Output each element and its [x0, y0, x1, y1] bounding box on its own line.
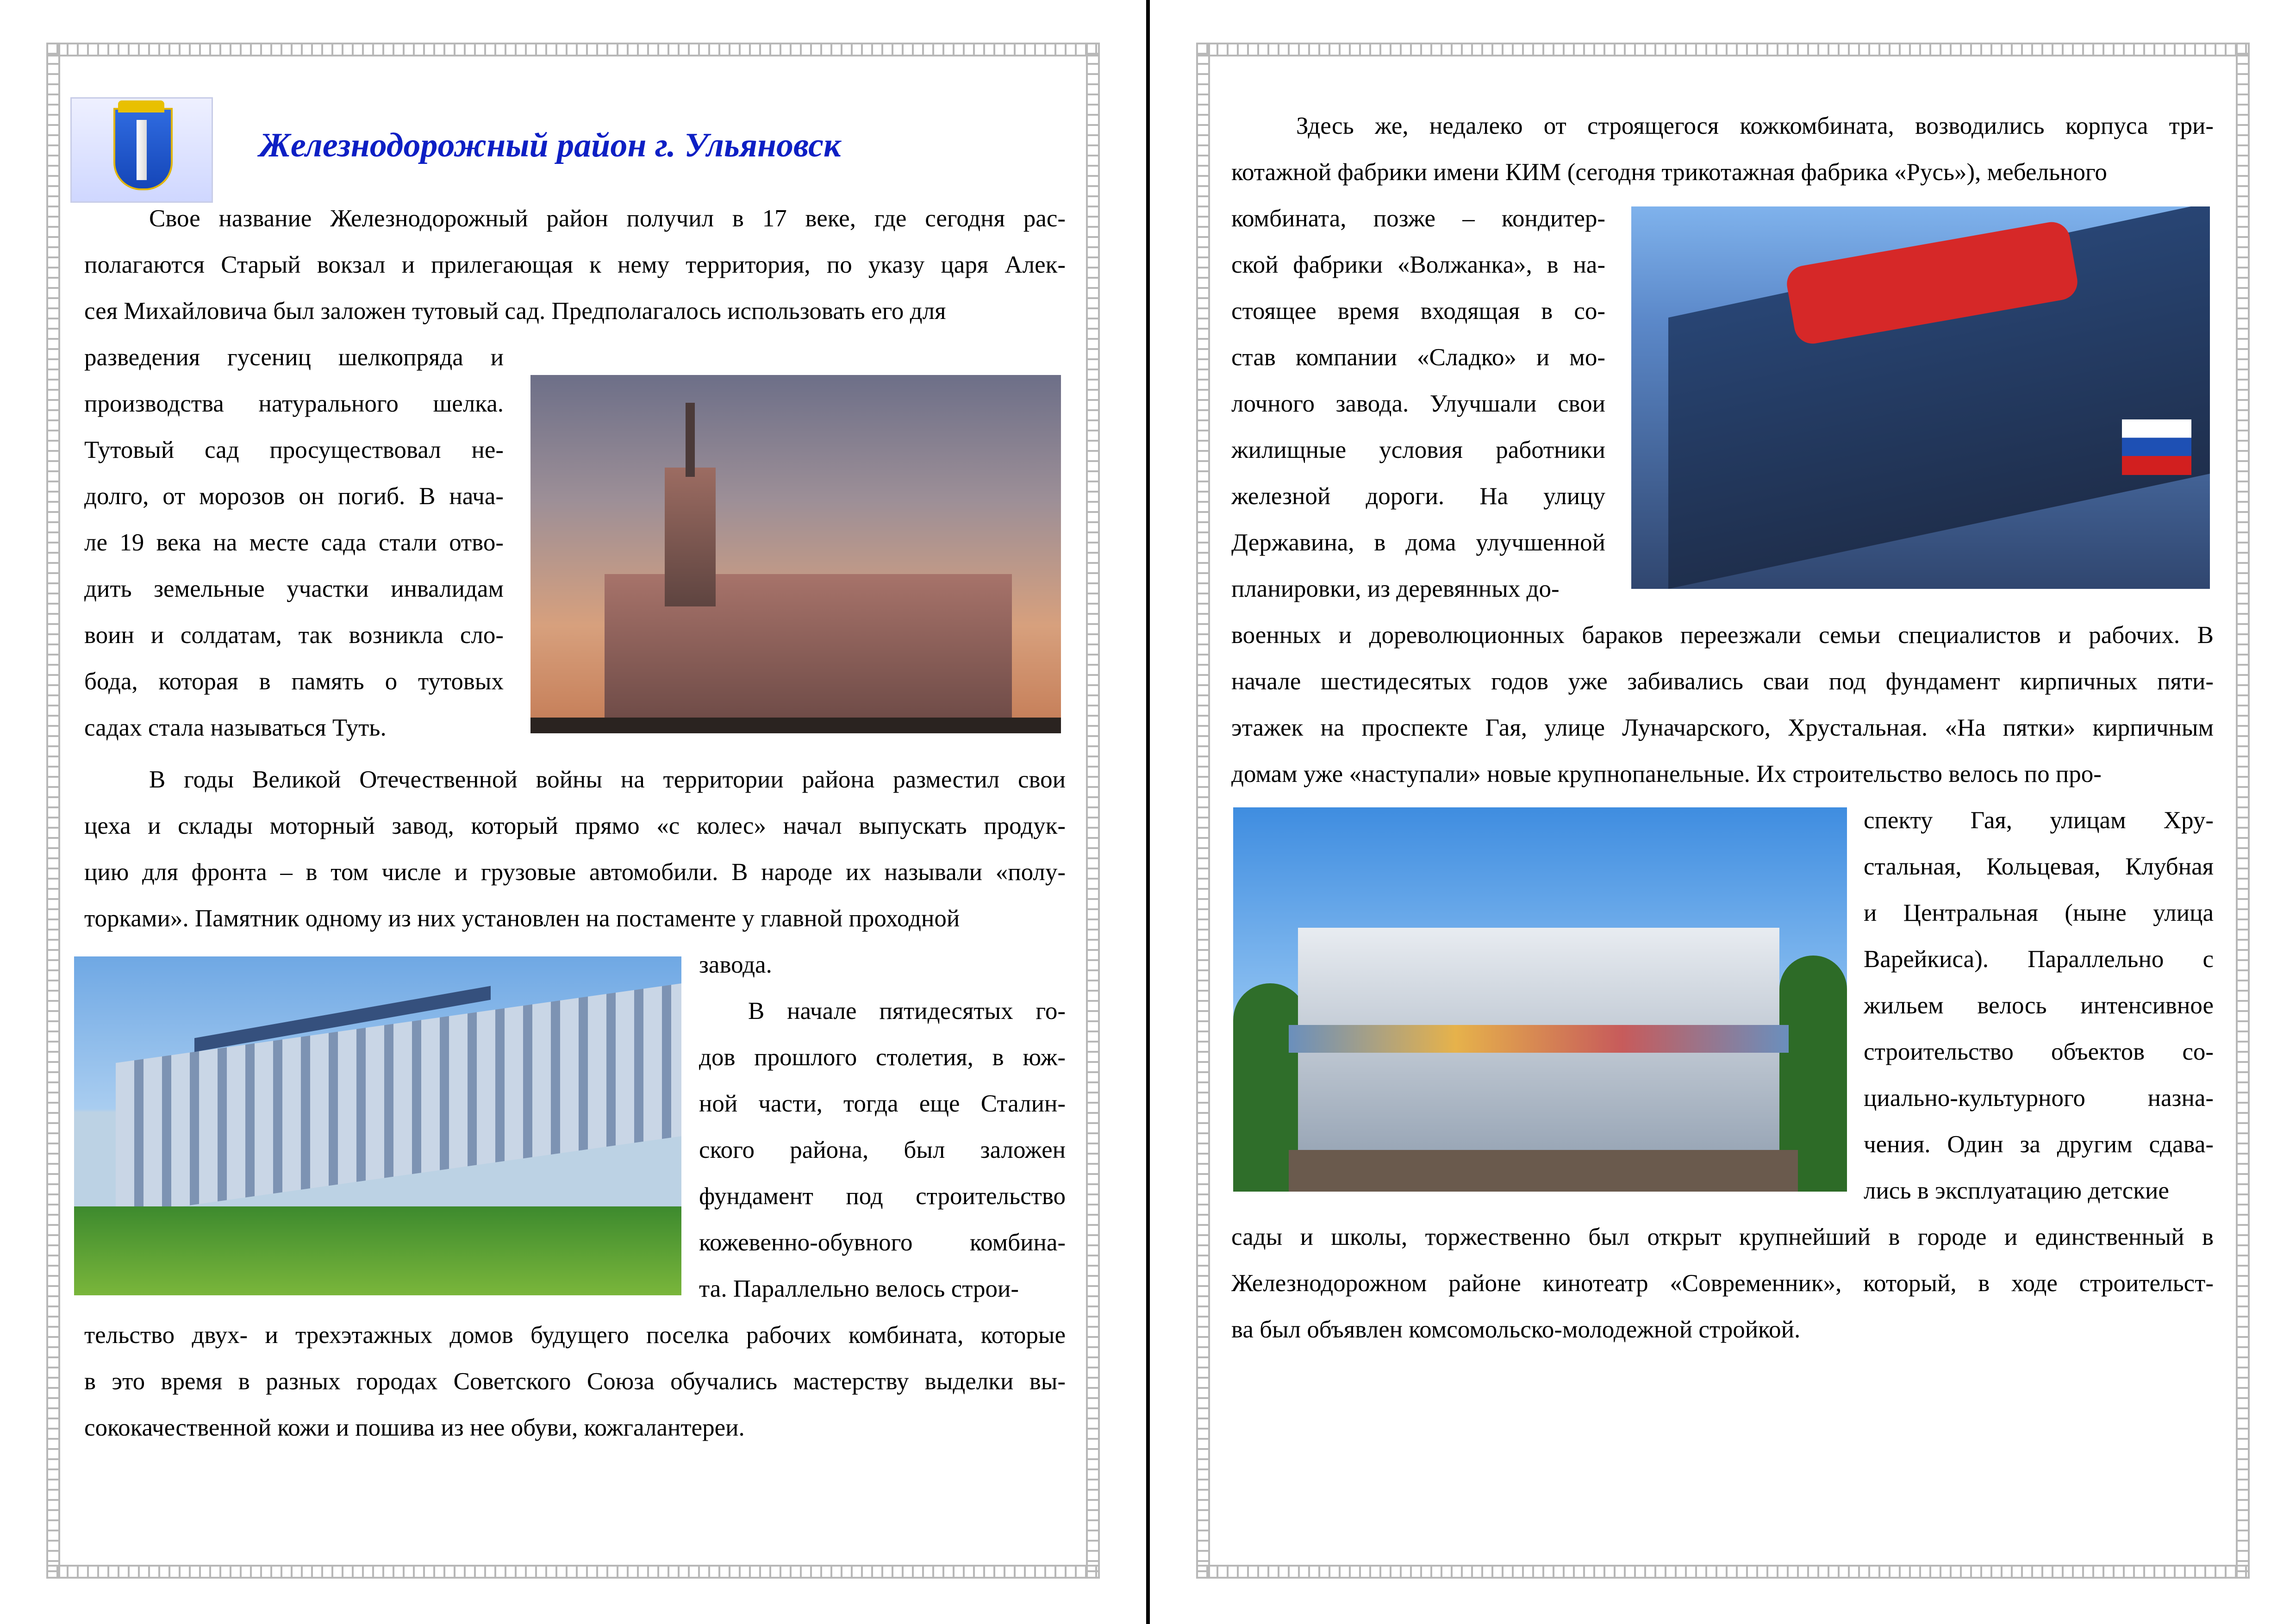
- paragraph-2: [84, 334, 504, 751]
- text-line: лочного завода. Улучшали свои: [1231, 390, 1605, 417]
- text-line: лись в эксплуатацию детские: [1864, 1177, 2169, 1204]
- text-line: Свое название Железнодорожный район получил в 17 веке, где сегодня рас-: [149, 205, 1066, 232]
- text-line: В годы Великой Отечественной войны на территории района разместил свои: [149, 766, 1066, 793]
- coat-of-arms-image: [70, 97, 213, 203]
- paragraph-8: [1231, 612, 2214, 797]
- page-spine: [1146, 0, 1150, 1624]
- border-right: [2236, 43, 2250, 1579]
- text-line: кожевенно-обувного комбина-: [699, 1229, 1066, 1256]
- paragraph-4: [699, 942, 1066, 1312]
- text-line: котажной фабрики имени КИМ (сегодня трикотажная фабрика «Русь»), мебельного: [1231, 159, 2107, 186]
- border-top: [46, 43, 1100, 56]
- text-line: военных и дореволюционных бараков переезжали семьи специалистов и рабочих. В: [1231, 622, 2214, 649]
- left-page: [0, 0, 1146, 1624]
- paragraph-9: [1864, 797, 2214, 1214]
- border-bottom: [46, 1565, 1100, 1579]
- text-line: став компании «Сладко» и мо-: [1231, 344, 1605, 371]
- text-line: Тутовый сад просуществовал не-: [84, 437, 504, 463]
- text-line: Здесь же, недалеко от строящегося кожкомбината, возводились корпуса три-: [1296, 112, 2214, 139]
- text-line: железной дороги. На улицу: [1231, 483, 1605, 510]
- text-line: строительство объектов со-: [1864, 1038, 2214, 1065]
- text-line: этажек на проспекте Гая, улице Луначарского, Хрустальная. «На пятки» кирпичным: [1231, 714, 2214, 741]
- paragraph-7: [1231, 195, 1605, 612]
- text-line: жилищные условия работники: [1231, 437, 1605, 463]
- text-line: и Центральная (ныне улица: [1864, 899, 2214, 926]
- railway-station-image: [530, 375, 1061, 733]
- text-line: фундамент под строительство: [699, 1183, 1066, 1210]
- paragraph-10: [1231, 1214, 2214, 1353]
- text-line: начале шестидесятых годов уже забивались сваи под фундамент кирпичных пяти-: [1231, 668, 2214, 695]
- text-line: тельство двух- и трехэтажных домов будущего поселка рабочих комбината, которые: [84, 1322, 1066, 1349]
- text-line: чения. Один за другим сдава-: [1864, 1131, 2214, 1158]
- text-line: стальная, Кольцевая, Клубная: [1864, 853, 2214, 880]
- paragraph-1: [84, 195, 1066, 334]
- paragraph-3: [84, 756, 1066, 942]
- border-bottom: [1196, 1565, 2250, 1579]
- rus-knitting-factory-image: [1631, 206, 2210, 589]
- text-line: цеха и склады моторный завод, который прямо «с колес» начал выпускать продук-: [84, 812, 1066, 839]
- text-line: ской фабрики «Волжанка», в на-: [1231, 251, 1605, 278]
- text-line: сококачественной кожи и пошива из нее обуви, кожгалантереи.: [84, 1414, 745, 1441]
- text-line: полагаются Старый вокзал и прилегающая к нему территория, по указу царя Алек-: [84, 251, 1066, 278]
- text-line: завода.: [699, 951, 772, 978]
- text-line: Железнодорожном районе кинотеатр «Современник», который, в ходе строительст-: [1231, 1270, 2214, 1297]
- text-line: циально-культурного назна-: [1864, 1085, 2214, 1112]
- text-line: в это время в разных городах Советского Союза обучались мастерству выделки вы-: [84, 1368, 1066, 1395]
- text-line: ва был объявлен комсомольско-молодежной стройкой.: [1231, 1316, 1801, 1343]
- paragraph-5: [84, 1312, 1066, 1451]
- text-line: сея Михайловича был заложен тутовый сад. Предполагалось использовать его для: [84, 298, 946, 325]
- text-line: Державина, в дома улучшенной: [1231, 529, 1605, 556]
- text-line: дить земельные участки инвалидам: [84, 575, 504, 602]
- text-line: спекту Гая, улицам Хру-: [1864, 807, 2214, 834]
- text-line: стоящее время входящая в со-: [1231, 298, 1605, 325]
- border-top: [1196, 43, 2250, 56]
- text-line: производства натурального шелка.: [84, 390, 504, 417]
- text-line: В начале пятидесятых го-: [748, 998, 1066, 1024]
- text-line: планировки, из деревянных до-: [1231, 575, 1560, 602]
- text-line: Варейкиса). Параллельно с: [1864, 946, 2214, 973]
- text-line: та. Параллельно велось строи-: [699, 1275, 1019, 1302]
- text-line: домам уже «наступали» новые крупнопанельные. Их строительство велось по про-: [1231, 761, 2102, 787]
- text-line: долго, от морозов он погиб. В нача-: [84, 483, 504, 510]
- text-line: ского района, был заложен: [699, 1137, 1066, 1163]
- text-line: торками». Памятник одному из них установлен на постаменте у главной проходной: [84, 905, 960, 932]
- text-line: воин и солдатам, так возникла сло-: [84, 622, 504, 649]
- text-line: разведения гусениц шелкопряда и: [84, 344, 504, 371]
- text-line: ле 19 века на месте сада стали отво-: [84, 529, 504, 556]
- text-line: сады и школы, торжественно был открыт крупнейший в городе и единственный в: [1231, 1224, 2214, 1250]
- text-line: бода, которая в память о тутовых: [84, 668, 504, 695]
- motor-factory-image: [74, 956, 681, 1295]
- border-left: [1196, 43, 1210, 1579]
- text-line: дов прошлого столетия, в юж-: [699, 1044, 1066, 1071]
- sovremennik-cinema-image: [1233, 807, 1847, 1192]
- text-line: цию для фронта – в том числе и грузовые автомобили. В народе их называли «полу-: [84, 859, 1066, 886]
- text-line: садах стала называться Туть.: [84, 714, 387, 741]
- border-right: [1086, 43, 1100, 1579]
- page-title: Железнодорожный район г. Ульяновск: [259, 126, 841, 164]
- text-line: комбината, позже – кондитер-: [1231, 205, 1605, 232]
- text-line: ной части, тогда еще Сталин-: [699, 1090, 1066, 1117]
- paragraph-6: [1231, 103, 2214, 195]
- border-left: [46, 43, 60, 1579]
- text-line: жильем велось интенсивное: [1864, 992, 2214, 1019]
